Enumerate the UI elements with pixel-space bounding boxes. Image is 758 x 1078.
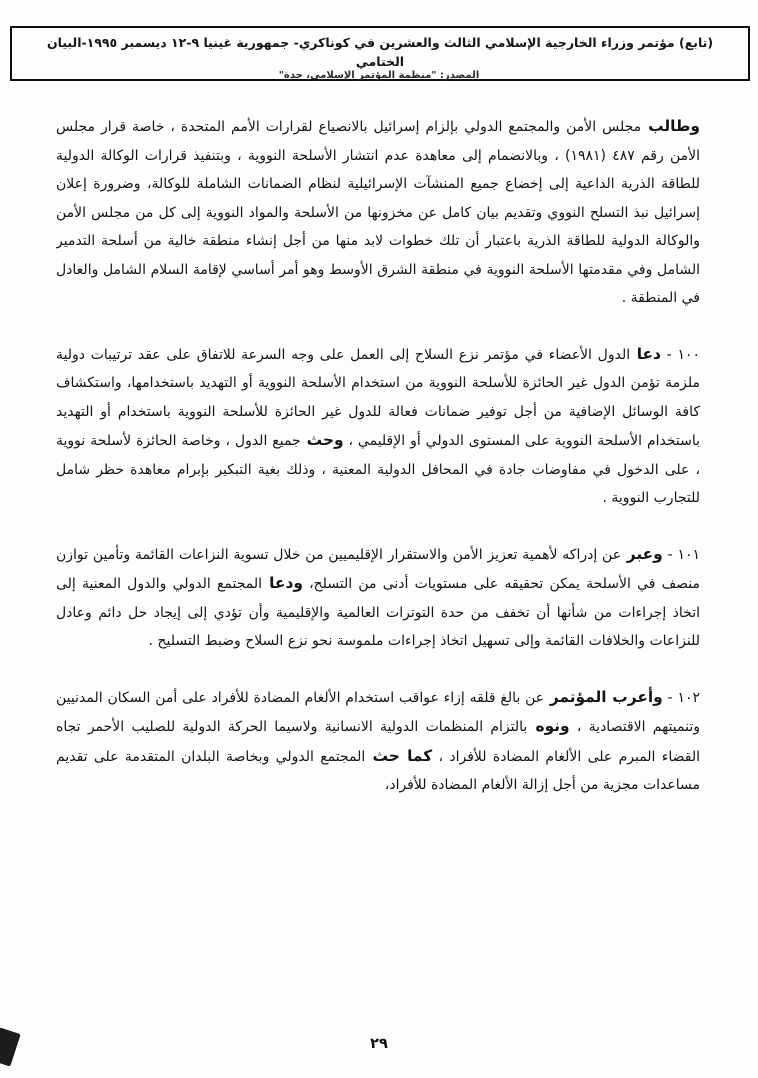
emphasized-text: وعبر [621, 544, 663, 563]
paragraph [56, 340, 700, 513]
emphasized-text: كما حث [365, 746, 433, 765]
body-text-run: جميع الدول ، وخاصة الحائزة لأسلحة نووية ، على الدخول في مفاوضات جادة في المحافل الدولية المعنية ، وذلك بغية التبكير بإبرام معاهدة حظر شامل للتجارب النووية . [56, 433, 700, 506]
emphasized-text: دعا [630, 344, 661, 363]
emphasized-text: وأعرب المؤتمر [544, 687, 663, 706]
body-text-run: عن إدراكه لأهمية تعزيز الأمن والاستقرار الإقليميين من خلال تسوية النزاعات القائمة وتأمين توازن منصف في الأسلحة يمكن تحقيقه على مستويات أدنى من التسلح، [56, 546, 700, 592]
body-text-run: المجتمع الدولي والدول المعنية إلى اتخاذ إجراءات من شأنها أن تخفف من حدة التوترات العالمية والإقليمية وأن تؤدي إلى إيجاد حل دائم وعادل للنزاعات والخلافات القائمة وإلى تسهيل اتخاذ إجراءات ملموسة نحو نزع السلاح وضبط التسليح . [56, 576, 700, 649]
emphasized-text: ونوه [527, 717, 570, 735]
body-text-run: المجتمع الدولي وبخاصة البلدان المتقدمة على تقديم مساعدات مجزية من أجل إزالة الألغام المضادة للأفراد، [56, 748, 700, 793]
emphasized-text: وحث [300, 431, 344, 449]
source-line: المصدر: "منظمة المؤتمر الإسلامي، جدة" [278, 70, 480, 81]
paragraph [56, 540, 700, 656]
paragraph-number: ١٠٠ - [660, 346, 700, 363]
paragraph [56, 683, 700, 800]
body-text-run: مجلس الأمن والمجتمع الدولي بإلزام إسرائيل بالانصياع لقرارات الأمم المتحدة ، خاصة قرار مجلس الأمن رقم ٤٨٧ (١٩٨١) ، وبالانضمام إلى معاهدة عدم انتشار الأسلحة النووية ، وبتنفيذ قرارات الوكالة الدولية للطاقة الذرية الداعية إلى إخضاع جميع المنشآت الإسرائيلية لنظام الضمانات الشاملة للوكالة، وضرورة إعلان إسرائيل نبذ التسلح النووي وتقديم بيان كامل عن مخزونها من الأسلحة والمواد النووية إلى كل من مجلس الأمن والوكالة الدولية للطاقة الذرية باعتبار أن تلك خطوات لابد منها من أجل إنشاء منطقة خالية من أسلحة التدمير الشامل وفي مقدمتها الأسلحة النووية في منطقة الشرق الأوسط وهو أمر أساسي لإقامة السلام الشامل والعادل في المنطقة . [56, 119, 700, 306]
paragraph-number: ١٠٢ - [662, 689, 700, 706]
emphasized-text: ودعا [262, 574, 303, 592]
paragraph [56, 112, 700, 313]
body-text-run: عن بالغ قلقه إزاء عواقب استخدام الألغام المضادة للأفراد على أمن السكان المدنيين وتنميتهم الاقتصادية ، [56, 689, 700, 735]
header-title: (تابع) مؤتمر وزراء الخارجية الإسلامي الثالث والعشرين في كوناكري- جمهورية غينيا ٩-١٢ ديسمبر ١٩٩٥-البيان الختامي [46, 35, 714, 69]
paragraph-number: ١٠١ - [662, 546, 700, 563]
body-text-run: بالتزام المنظمات الدولية الانسانية ولاسيما الحركة الدولية للصليب الأحمر تجاه القضاء المبرم على الألغام المضادة للأفراد ، [56, 719, 700, 765]
document-body [56, 112, 700, 1020]
page-number: ٢٩ [370, 1036, 388, 1052]
body-text-run: الدول الأعضاء في مؤتمر نزع السلاح إلى العمل على وجه السرعة للاتفاق على عقد ترتيبات دولية ملزمة تؤمن الدول غير الحائزة للأسلحة النووية من استخدام الأسلحة النووية أو التهديد باستخدامها، واستكشاف كافة الوسائل الإضافية من أجل توفير ضمانات فعالة للدول غير الحائزة للأسلحة النووية باستخدام أو التهديد باستخدام الأسلحة النووية على المستوى الدولي أو الإقليمي ، [56, 346, 700, 449]
emphasized-text: وطالب [641, 117, 700, 135]
